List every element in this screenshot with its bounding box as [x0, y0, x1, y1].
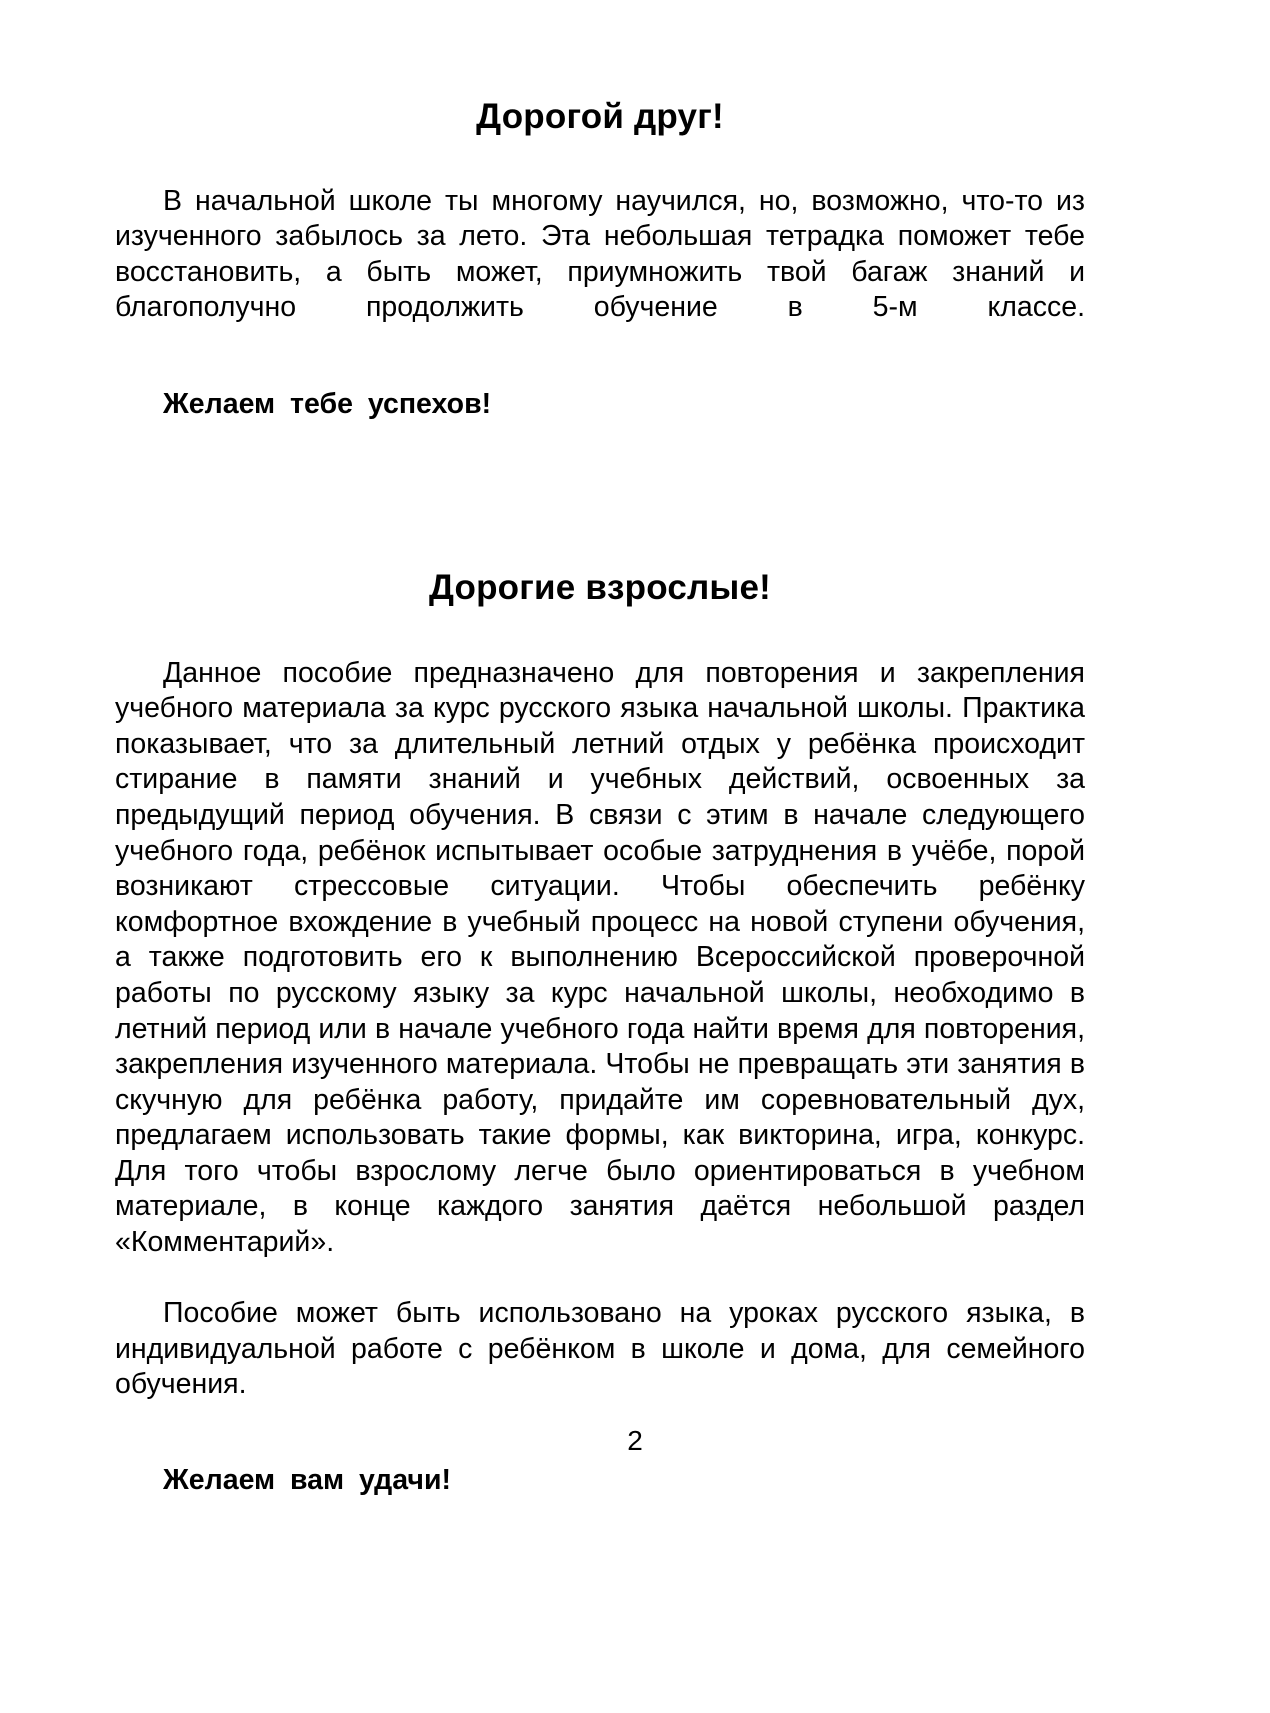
section-student: [115, 98, 1085, 137]
wish-student: Желаем тебе успехов!: [163, 388, 492, 421]
page-content: [115, 0, 1085, 1498]
paragraph-adults-main: Данное пособие предназначено для повторения и закрепления учебного материала за курс русского языка начальной школы. Практика показывает, что за длительный летний отдых у ребёнка происходит стирание в памяти знаний и учебных действий, освоенных за предыдущий период обучения. В связи с этим в начале следующего учебного года, ребёнок испытывает особые затруднения в учёбе, порой возникают стрессовые ситуации. Чтобы обеспечить ребёнку комфортное вхождение в учебный процесс на новой ступени обучения, а также подготовить его к выполнению Всероссийской проверочной работы по русскому языку за курс начальной школы, необходимо в летний период или в начале учебного года найти время для повторения, закрепления изученного материала. Чтобы не превращать эти занятия в скучную для ребёнка работу, придайте им соревновательный дух, предлагаем использовать такие формы, как викторина, игра, конкурс. Для того чтобы взрослому легче было ориентироваться в учебном материале, в конце каждого занятия даётся небольшой раздел «Комментарий».: [115, 656, 1085, 1259]
page-number: 2: [627, 1425, 643, 1456]
paragraph-adults-usage: Пособие может быть использовано на уроках русского языка, в индивидуальной работе с ребёнком в школе и дома, для семейного обучения.: [115, 1297, 1085, 1401]
wish-adults: Желаем вам удачи!: [163, 1463, 451, 1496]
heading-dear-friend: Дорогой друг!: [476, 97, 724, 136]
paragraph-student-intro: В начальной школе ты многому научился, но, возможно, что-то из изученного забылось за лето. Эта небольшая тетрадка поможет тебе восстановить, а быть может, приумножить твой багаж знаний и благополучно продолжить обучение в 5-м классе.: [115, 184, 1085, 324]
heading-dear-adults: Дорогие взрослые!: [428, 568, 772, 608]
section-adults: [115, 569, 1085, 608]
